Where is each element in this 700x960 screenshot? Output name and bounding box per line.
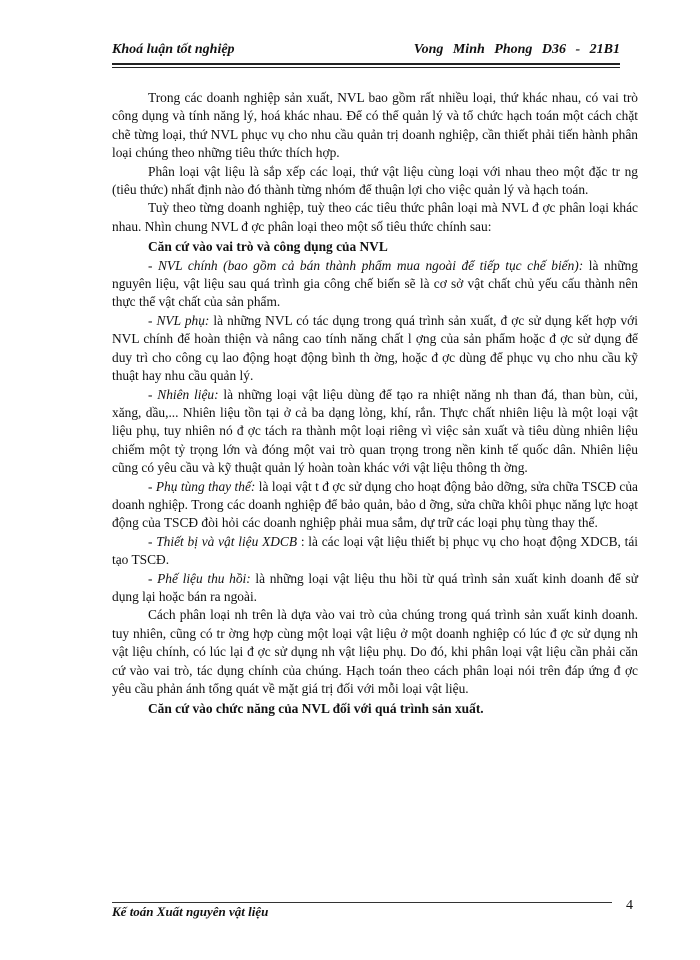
page-number: 4 [626, 898, 633, 913]
paragraph: Phân loại vật liệu là sắp xếp các loại, thứ vật liệu cùng loại với nhau theo một đặc tr ng (tiêu thức) nhất định nào đó thành từng nhóm để thuận lợi cho việc quản lý và hạch toán. [112, 163, 638, 198]
list-item [112, 386, 638, 478]
list-item [112, 570, 638, 607]
item-text: là những loại vật liệu dùng để tạo ra nhiệt năng nh than đá, than bùn, củi, xăng, dầu,... Nhiên liệu tồn tại ở cả ba dạng lỏng, khí, rắn. Thực chất nhiên liệu là một loại vật liệu phụ, tuy nhiên nó đ ợc tách ra thành một loại riêng vì việc sản xuất và tiêu dùng nhiên liệu chiếm một tỷ trọng lớn và đóng một vai trò quan trọng trong nền kinh tế quốc dân. Nhiên liệu cũng có yêu cầu và kỹ thuật quản lý hoàn toàn khác với vật liệu thông th ờng. [112, 386, 638, 476]
paragraph: Trong các doanh nghiệp sản xuất, NVL bao gồm rất nhiều loại, thứ khác nhau, có vai trò công dụng và tính năng lý, hoá khác nhau. Để có thể quản lý và tổ chức hạch toán một cách chặt chẽ từng loại, thứ NVL phục vụ cho nhu cầu quản trị doanh nghiệp, cần thiết phải tiến hành phân loại chúng theo những tiêu thức thích hợp. [112, 90, 638, 161]
header-rule [112, 63, 620, 65]
item-term: - NVL phụ: [148, 312, 210, 328]
list-item [112, 533, 638, 570]
section-heading: Căn cứ vào vai trò và công dụng của NVL [148, 239, 388, 255]
item-text: là những loại vật liệu thu hồi từ quá trình sản xuất kinh doanh để sử dụng lại hoặc bán ra ngoài. [112, 570, 638, 604]
header-author: Vong Minh Phong D36 - 21B1 [413, 42, 620, 57]
paragraph: Cách phân loại nh trên là dựa vào vai trò của chúng trong quá trình sản xuất kinh doanh. tuy nhiên, cũng có tr ờng hợp cùng một loại vật liệu ở một doanh nghiệp có lúc đ ợc sử dụng nh vật liệu chính, có lúc lại đ ợc sử dụng nh vật liệu phụ. Do đó, khi phân loại vật liệu cần phải căn cứ vào vai trò, tác dụng chính của chúng. Hạch toán theo cách phân loại nói trên đáp ứng đ ợc yêu cầu phản ánh tổng quát về mặt giá trị đối với mỗi loại vật liệu. [112, 607, 638, 696]
item-term: - Thiết bị và vật liệu XDCB [148, 533, 298, 549]
document-body [112, 89, 638, 719]
item-term: - Phế liệu thu hồi: [148, 570, 251, 586]
section-heading: Căn cứ vào chức năng của NVL đối với quá trình sản xuất. [148, 701, 484, 717]
item-text: : là các loại vật liệu thiết bị phục vụ cho hoạt động XDCB, tái tạo TSCĐ. [112, 533, 639, 568]
header-rule-thin [112, 67, 620, 68]
header-thesis-title: Khoá luận tốt nghiệp [112, 42, 235, 57]
footer-rule [112, 902, 612, 903]
list-item [112, 257, 638, 312]
list-item [112, 478, 638, 533]
paragraph: Tuỳ theo từng doanh nghiệp, tuỳ theo các tiêu thức phân loại mà NVL đ ợc phân loại khác nhau. Nhìn chung NVL đ ợc phân loại theo một số tiêu thức chính sau: [112, 200, 638, 234]
item-term: - Nhiên liệu: [148, 386, 219, 402]
item-text: là loại vật t đ ợc sử dụng cho hoạt động bảo dỡng, sửa chữa TSCĐ của doanh nghiệp. Trong các doanh nghiệp để bảo quản, bảo d ỡng, sửa chữa khôi phục năng lực hoạt động của TSCĐ đòi hỏi các doanh nghiệp phải mua sắm, dự trữ các loại phụ tùng thay thế. [112, 478, 638, 531]
item-term: - Phụ tùng thay thế: [148, 478, 256, 494]
list-item [112, 312, 638, 386]
item-term: - NVL chính (bao gồm cả bán thành phẩm mua ngoài để tiếp tục chế biến): [148, 257, 584, 273]
item-text: là những nguyên liệu, vật liệu sau quá trình gia công chế biến sẽ là cơ sở vật chất chủ yếu cấu thành nên thực thể vật chất của sản phẩm. [112, 257, 638, 310]
footer-title: Kế toán Xuất nguyên vật liệu [112, 904, 269, 919]
item-text: là những NVL có tác dụng trong quá trình sản xuất, đ ợc sử dụng kết hợp với NVL chính để hoàn thiện và nâng cao tính năng chất l ợng của sản phẩm hoặc đ ợc sử dụng để duy trì cho công cụ lao động hoạt động bình th ờng, hoặc đ ợc dùng để phục vụ cho nhu cầu kỹ thuật hay nhu cầu quản lý. [112, 312, 638, 384]
